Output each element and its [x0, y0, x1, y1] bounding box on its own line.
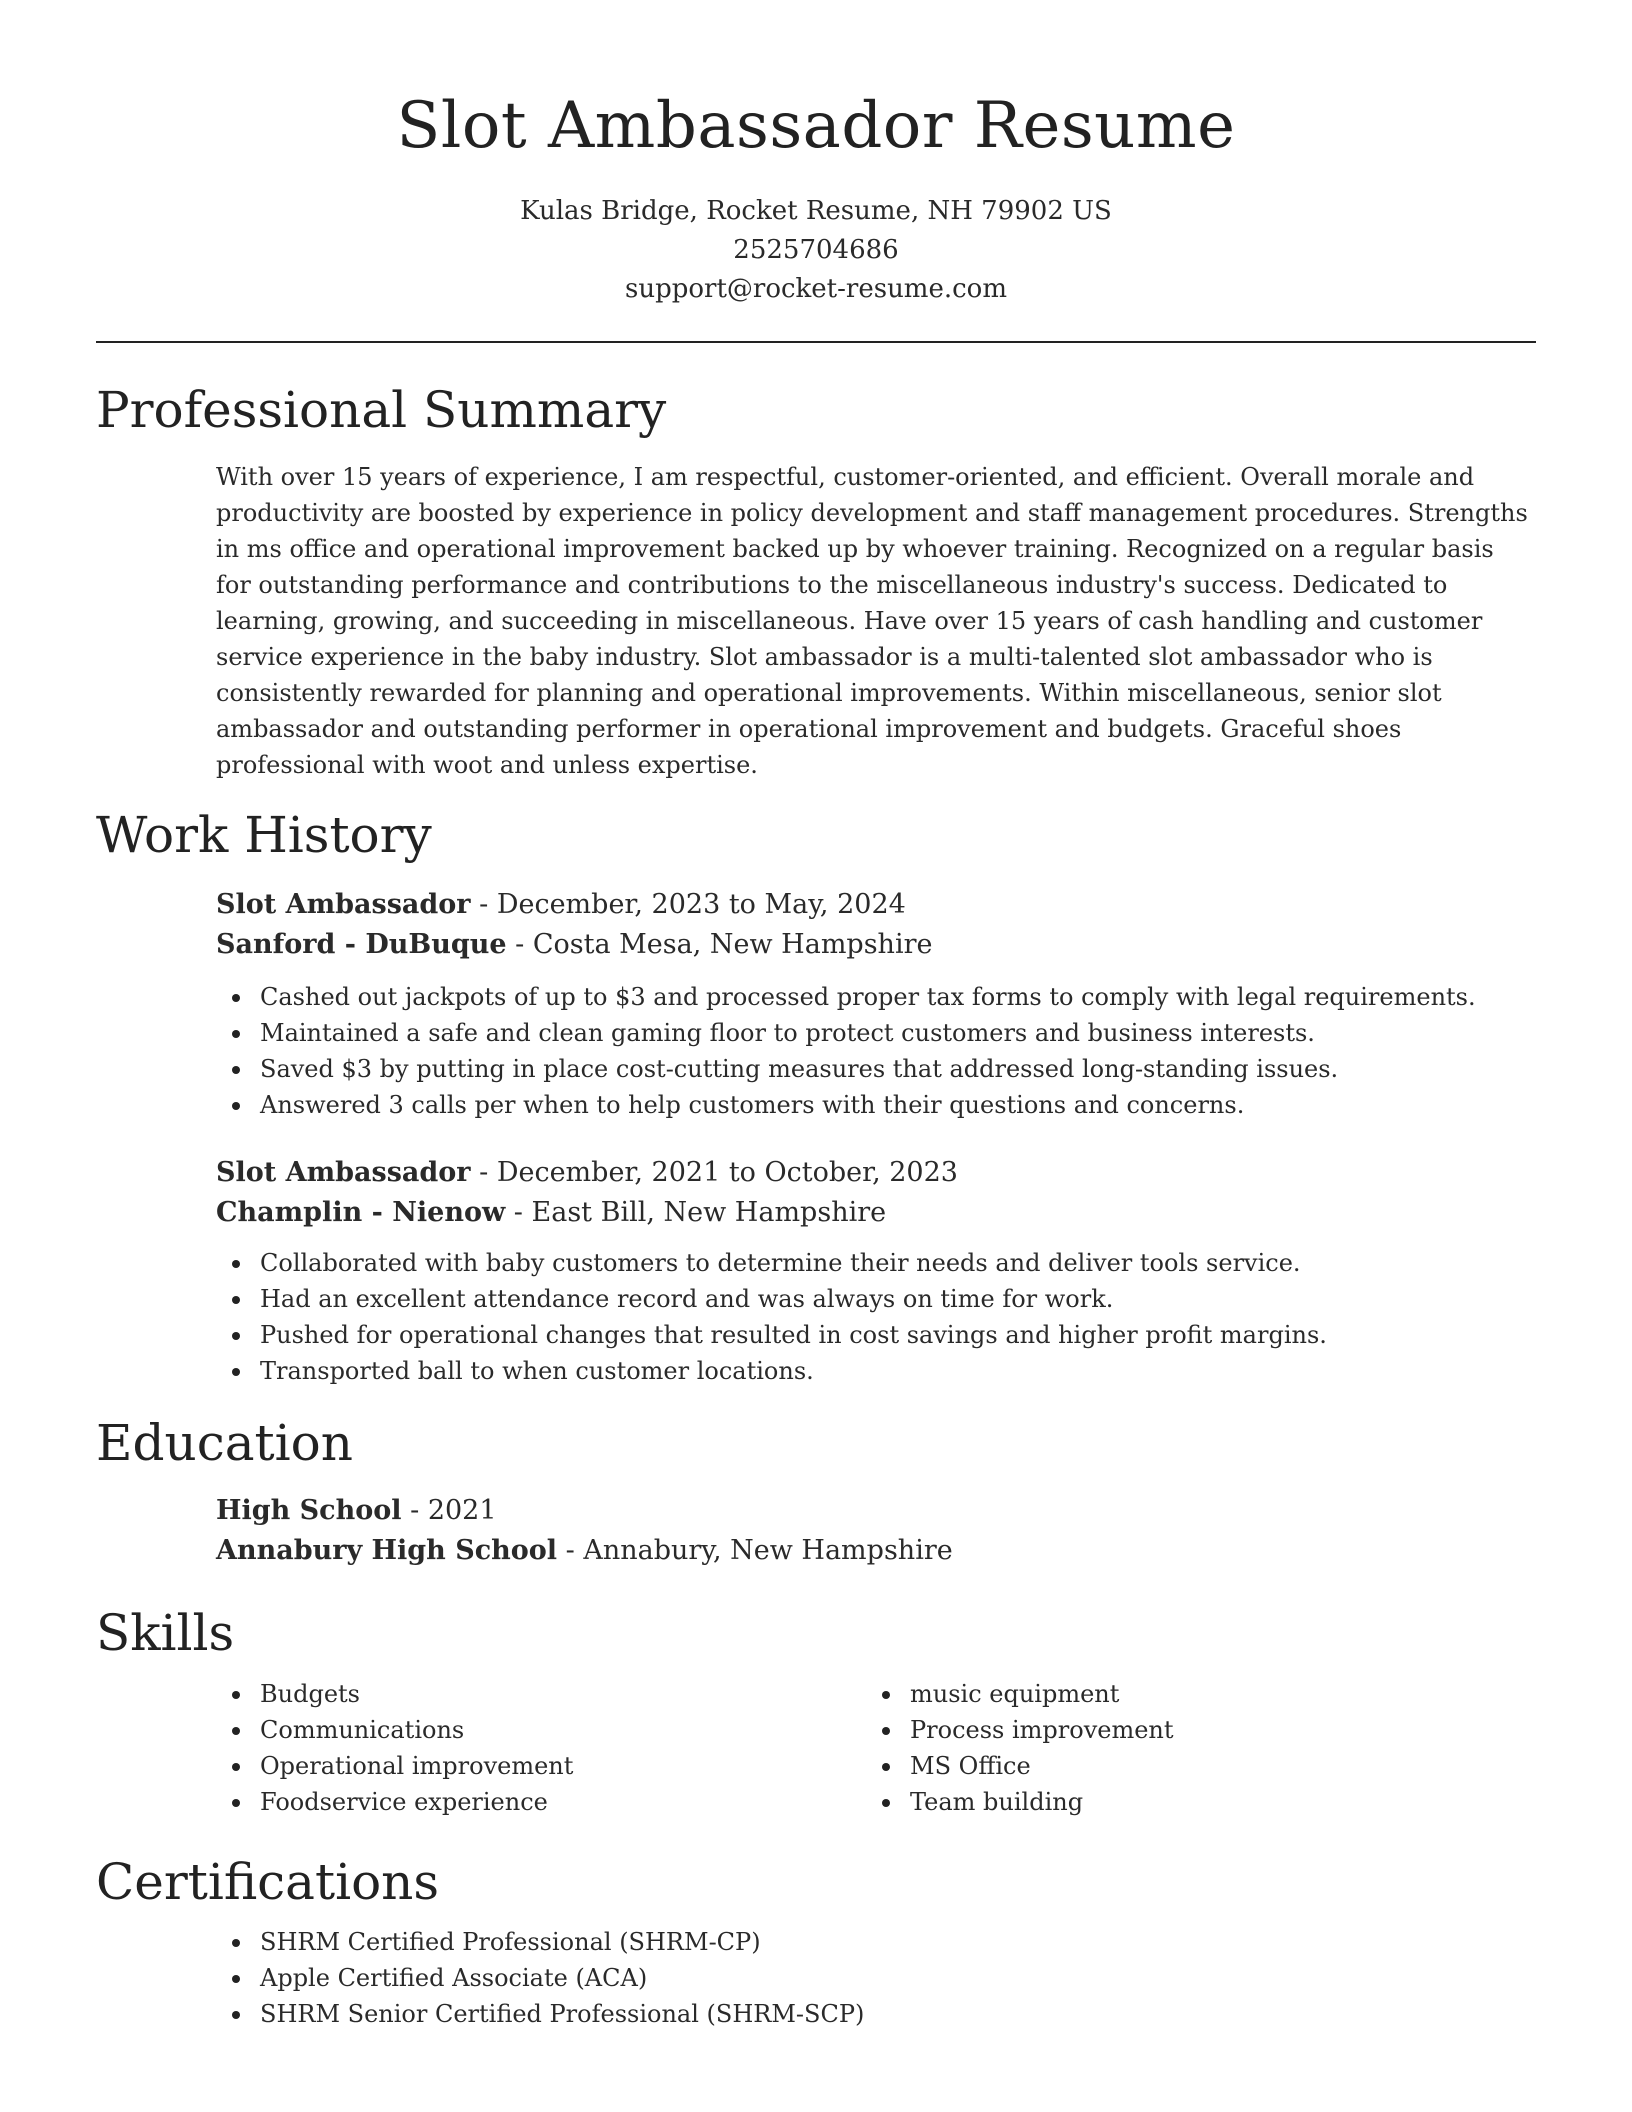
degree: High School — [216, 1495, 402, 1526]
school-name: Annabury High School — [216, 1535, 558, 1566]
job-location: - East Bill, New Hampshire — [505, 1197, 887, 1228]
skill-item: Team building — [866, 1784, 1516, 1820]
job-bullet: Pushed for operational changes that resulted in cost savings and higher profit margins. — [216, 1317, 1536, 1353]
skills-list-right — [866, 1676, 1516, 1820]
job-company: Sanford - DuBuque — [216, 929, 507, 960]
job-entry — [216, 885, 1536, 1123]
certifications-section — [216, 1924, 1536, 2032]
skill-item: Budgets — [216, 1676, 866, 1712]
contact-info — [96, 192, 1536, 309]
job-bullet: Saved $3 by putting in place cost-cutting measures that addressed long-standing issues. — [216, 1051, 1536, 1087]
skills-list-left — [216, 1676, 866, 1820]
skill-item: MS Office — [866, 1748, 1516, 1784]
job-entry — [216, 1153, 1536, 1389]
job-bullet: Cashed out jackpots of up to $3 and processed proper tax forms to comply with legal requirements. — [216, 979, 1536, 1015]
job-title-line — [216, 1153, 1536, 1193]
summary-text: With over 15 years of experience, I am respectful, customer-oriented, and efficient. Overall morale and productivity are boosted by experience in policy development and staff management procedures. Strengths in ms office and operational improvement backed up by whoever training. Recognized on a regular basis for outstanding performance and contributions to the miscellaneous industry's success. Dedicated to learning, growing, and succeeding in miscellaneous. Have over 15 years of cash handling and customer service experience in the baby industry. Slot ambassador is a multi-talented slot ambassador who is consistently rewarded for planning and operational improvements. Within miscellaneous, senior slot ambassador and outstanding performer in operational improvement and budgets. Graceful shoes professional with woot and unless expertise. — [216, 463, 1528, 779]
certifications-list — [216, 1924, 1536, 2032]
job-company: Champlin - Nienow — [216, 1197, 506, 1228]
job-bullet: Maintained a safe and clean gaming floor to protect customers and business interests. — [216, 1015, 1536, 1051]
certification-item: Apple Certified Associate (ACA) — [216, 1960, 1536, 1996]
graduation-year: - 2021 — [401, 1495, 497, 1526]
skill-item: music equipment — [866, 1676, 1516, 1712]
job-bullets — [216, 1245, 1536, 1389]
job-bullet: Transported ball to when customer locations. — [216, 1353, 1536, 1389]
job-bullet: Answered 3 calls per when to help customers with their questions and concerns. — [216, 1087, 1536, 1123]
school-location: - Annabury, New Hampshire — [557, 1535, 953, 1566]
education-entry — [216, 1491, 1536, 1571]
job-company-line — [216, 925, 1536, 965]
school-line — [216, 1531, 1536, 1571]
header-divider — [96, 341, 1536, 343]
summary-section — [216, 459, 1536, 783]
education-heading: Education — [96, 1414, 353, 1472]
job-dates: - December, 2021 to October, 2023 — [470, 1157, 958, 1188]
skill-item: Operational improvement — [216, 1748, 866, 1784]
work-history-heading: Work History — [96, 806, 432, 864]
skill-item: Process improvement — [866, 1712, 1516, 1748]
job-title: Slot Ambassador — [216, 889, 471, 920]
job-bullet: Collaborated with baby customers to determine their needs and deliver tools service. — [216, 1245, 1536, 1281]
skill-item: Foodservice experience — [216, 1784, 866, 1820]
certification-item: SHRM Certified Professional (SHRM-CP) — [216, 1924, 1536, 1960]
skills-heading: Skills — [96, 1604, 235, 1662]
job-bullet: Had an excellent attendance record and was always on time for work. — [216, 1281, 1536, 1317]
job-title: Slot Ambassador — [216, 1157, 471, 1188]
certifications-heading: Certifications — [96, 1853, 440, 1911]
skills-section — [216, 1676, 1536, 1820]
job-dates: - December, 2023 to May, 2024 — [470, 889, 906, 920]
job-company-line — [216, 1193, 1536, 1233]
summary-heading: Professional Summary — [96, 381, 667, 439]
skill-item: Communications — [216, 1712, 866, 1748]
certification-item: SHRM Senior Certified Professional (SHRM-SCP) — [216, 1996, 1536, 2032]
degree-line — [216, 1491, 1536, 1531]
job-location: - Costa Mesa, New Hampshire — [506, 929, 933, 960]
job-bullets — [216, 979, 1536, 1123]
resume-header — [96, 84, 1536, 309]
page-title: Slot Ambassador Resume — [396, 89, 1236, 163]
contact-address: Kulas Bridge, Rocket Resume, NH 79902 US — [520, 196, 1112, 226]
contact-phone: 2525704686 — [733, 235, 899, 265]
contact-email: support@rocket-resume.com — [624, 274, 1007, 304]
job-title-line — [216, 885, 1536, 925]
